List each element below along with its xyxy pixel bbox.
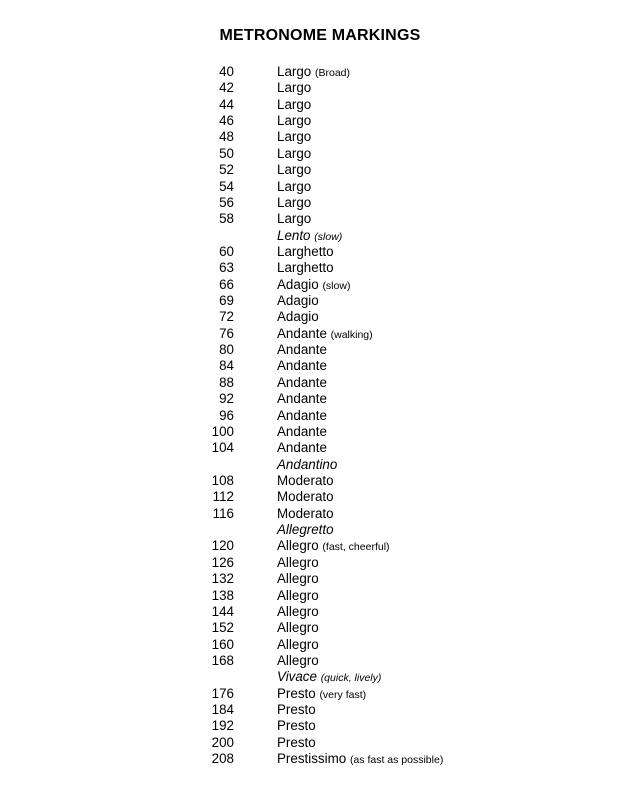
bpm-value: 120 (211, 538, 234, 554)
tempo-cell (277, 669, 381, 686)
tempo-name: Presto (277, 734, 316, 750)
bpm-value: 138 (211, 587, 234, 603)
tempo-description: (very fast) (319, 688, 367, 701)
bpm-value: 160 (211, 636, 234, 652)
bpm-value: 42 (219, 80, 234, 96)
tempo-description: (Broad) (314, 67, 350, 79)
bpm-value: 84 (219, 358, 234, 374)
page-title: METRONOME MARKINGS (219, 27, 421, 44)
bpm-value: 40 (219, 64, 234, 79)
tempo-name: Vivace (277, 669, 317, 685)
tempo-cell (277, 735, 316, 751)
tempo-cell (277, 277, 350, 294)
tempo-name: Moderato (277, 505, 334, 521)
tempo-cell (277, 113, 311, 129)
tempo-cell (277, 129, 311, 145)
tempo-cell (277, 457, 337, 473)
tempo-cell (277, 637, 319, 653)
tempo-cell (277, 424, 327, 440)
tempo-name: Largo (277, 96, 312, 112)
tempo-name: Allegro (277, 603, 319, 619)
tempo-cell (277, 718, 316, 734)
tempo-cell (277, 522, 334, 538)
bpm-value: 126 (211, 554, 234, 570)
tempo-name: Moderato (277, 489, 334, 505)
tempo-description: (fast, cheerful) (322, 541, 390, 554)
marking-row (0, 80, 633, 96)
tempo-name: Presto (277, 685, 316, 701)
marking-row (0, 260, 633, 276)
marking-row (0, 326, 633, 342)
tempo-name: Andante (277, 440, 327, 456)
tempo-name: Largo (277, 162, 312, 178)
tempo-name: Largo (277, 113, 312, 129)
tempo-cell (277, 604, 319, 620)
marking-row (0, 64, 633, 80)
marking-row (0, 653, 633, 669)
bpm-value: 104 (211, 440, 234, 456)
tempo-name: Lento (277, 227, 311, 243)
tempo-description: (as fast as possible) (349, 754, 444, 767)
marking-row (0, 440, 633, 456)
bpm-value: 54 (219, 178, 234, 194)
bpm-value: 116 (212, 505, 234, 521)
marking-row (0, 277, 633, 293)
tempo-cell (277, 702, 316, 718)
marking-row (0, 604, 633, 620)
tempo-cell (277, 146, 311, 162)
marking-row (0, 408, 633, 424)
bpm-value: 48 (219, 129, 234, 145)
bpm-value: 168 (211, 652, 234, 668)
marking-row (0, 97, 633, 113)
tempo-cell (277, 686, 366, 703)
tempo-name: Allegro (277, 620, 319, 636)
tempo-name: Allegro (277, 571, 319, 587)
marking-row (0, 211, 633, 227)
bpm-value: 108 (211, 472, 234, 488)
tempo-cell (277, 244, 334, 260)
bpm-value: 200 (211, 734, 234, 750)
tempo-name: Presto (277, 702, 316, 718)
tempo-cell (277, 228, 342, 245)
bpm-value: 52 (219, 162, 234, 178)
tempo-name: Andante (277, 374, 327, 390)
tempo-cell (277, 751, 443, 768)
bpm-value: 66 (219, 276, 234, 292)
tempo-name: Prestissimo (277, 751, 347, 767)
marking-row (0, 195, 633, 211)
marking-row (0, 179, 633, 195)
tempo-name: Largo (277, 64, 312, 79)
tempo-name: Andante (277, 407, 327, 423)
bpm-value: 184 (211, 702, 234, 718)
bpm-value: 46 (219, 113, 234, 129)
marking-row (0, 293, 633, 309)
bpm-value: 96 (219, 407, 234, 423)
tempo-name: Presto (277, 718, 316, 734)
tempo-cell (277, 408, 327, 424)
bpm-value: 50 (219, 145, 234, 161)
marking-row (0, 375, 633, 391)
marking-row (0, 309, 633, 325)
marking-row (0, 571, 633, 587)
tempo-name: Allegro (277, 538, 319, 554)
marking-row (0, 686, 633, 702)
tempo-cell (277, 80, 311, 96)
tempo-cell (277, 179, 311, 195)
marking-row (0, 489, 633, 505)
marking-row (0, 751, 633, 767)
tempo-description: (slow) (322, 279, 351, 292)
marking-row (0, 538, 633, 554)
tempo-name: Andante (277, 423, 327, 439)
bpm-value: 69 (219, 293, 234, 309)
tempo-cell (277, 653, 319, 669)
bpm-value: 58 (219, 211, 234, 227)
tempo-cell (277, 342, 327, 358)
tempo-name: Andante (277, 342, 327, 358)
bpm-value: 100 (211, 423, 234, 439)
tempo-name: Largo (277, 211, 312, 227)
tempo-name: Andante (277, 391, 327, 407)
tempo-cell (277, 260, 334, 276)
tempo-cell (277, 64, 350, 81)
tempo-name: Largo (277, 194, 312, 210)
tempo-cell (277, 555, 319, 571)
tempo-description: (quick, lively) (320, 672, 382, 685)
marking-row (0, 113, 633, 129)
bpm-value: 76 (219, 325, 234, 341)
bpm-value: 192 (211, 718, 234, 734)
bpm-value: 60 (219, 243, 234, 259)
marking-row (0, 391, 633, 407)
bpm-value: 56 (219, 194, 234, 210)
marking-row (0, 342, 633, 358)
marking-row (0, 146, 633, 162)
bpm-value: 208 (211, 751, 234, 767)
tempo-group-heading (0, 228, 633, 244)
marking-row (0, 506, 633, 522)
tempo-cell (277, 588, 319, 604)
tempo-name: Adagio (277, 276, 319, 292)
tempo-cell (277, 195, 311, 211)
tempo-cell (277, 440, 327, 456)
marking-row (0, 473, 633, 489)
bpm-value: 132 (211, 571, 234, 587)
marking-row (0, 637, 633, 653)
tempo-group-heading (0, 669, 633, 685)
tempo-cell (277, 473, 334, 489)
tempo-cell (277, 97, 311, 113)
tempo-name: Allegro (277, 587, 319, 603)
tempo-name: Andantino (277, 456, 338, 472)
tempo-name: Allegro (277, 652, 319, 668)
tempo-name: Allegretto (277, 522, 334, 538)
tempo-name: Allegro (277, 554, 319, 570)
tempo-name: Andante (277, 325, 327, 341)
tempo-cell (277, 620, 319, 636)
marking-row (0, 718, 633, 734)
tempo-name: Larghetto (277, 260, 334, 276)
tempo-cell (277, 538, 390, 555)
bpm-value: 92 (219, 391, 234, 407)
marking-row (0, 588, 633, 604)
marking-row (0, 358, 633, 374)
tempo-cell (277, 358, 327, 374)
bpm-value: 152 (211, 620, 234, 636)
tempo-cell (277, 375, 327, 391)
tempo-name: Adagio (277, 309, 319, 325)
tempo-cell (277, 391, 327, 407)
marking-row (0, 555, 633, 571)
tempo-cell (277, 309, 319, 325)
tempo-description: (walking) (330, 328, 373, 341)
tempo-description: (slow) (314, 230, 343, 243)
marking-row (0, 620, 633, 636)
marking-row (0, 129, 633, 145)
bpm-value: 176 (211, 685, 234, 701)
marking-row (0, 244, 633, 260)
tempo-name: Largo (277, 178, 312, 194)
bpm-value: 144 (211, 603, 234, 619)
marking-row (0, 424, 633, 440)
marking-row (0, 702, 633, 718)
metronome-markings-list (0, 64, 633, 767)
tempo-name: Andante (277, 358, 327, 374)
bpm-value: 72 (219, 309, 234, 325)
tempo-cell (277, 293, 319, 309)
tempo-group-heading (0, 457, 633, 473)
tempo-name: Largo (277, 80, 312, 96)
bpm-value: 63 (219, 260, 234, 276)
tempo-cell (277, 162, 311, 178)
tempo-group-heading (0, 522, 633, 538)
marking-row (0, 162, 633, 178)
tempo-name: Larghetto (277, 243, 334, 259)
tempo-cell (277, 506, 334, 522)
marking-row (0, 735, 633, 751)
tempo-cell (277, 326, 373, 343)
tempo-name: Largo (277, 145, 312, 161)
tempo-name: Largo (277, 129, 312, 145)
tempo-name: Adagio (277, 293, 319, 309)
bpm-value: 88 (219, 374, 234, 390)
bpm-value: 80 (219, 342, 234, 358)
tempo-cell (277, 211, 311, 227)
tempo-name: Allegro (277, 636, 319, 652)
bpm-value: 44 (219, 96, 234, 112)
tempo-cell (277, 571, 319, 587)
tempo-cell (277, 489, 334, 505)
bpm-value: 112 (212, 489, 234, 505)
tempo-name: Moderato (277, 472, 334, 488)
